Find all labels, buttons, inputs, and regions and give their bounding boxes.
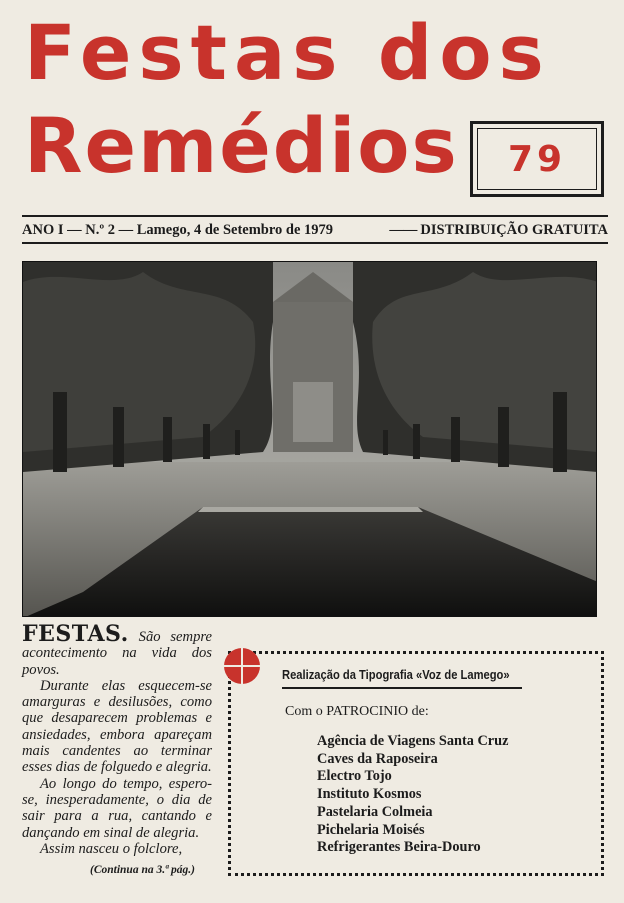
sponsor-item: Pichelaria Moisés [317, 821, 425, 838]
festas-article [22, 621, 212, 857]
title-line-1: Festas dos [24, 8, 551, 97]
masthead-info-bar [22, 220, 608, 240]
article-lead-word: FESTAS. [22, 621, 129, 647]
title-line-2: Remédios [24, 101, 459, 190]
article-para-1-text: São sempre acontecimento na vida dos povos. [22, 629, 212, 678]
article-para-2: Durante elas esquecem-se amarguras e desilusões, como que desaparecem problemas e ansiedades, embora apareçam mais candentes ao terminar esses dias de folguedo e alegria. [22, 677, 212, 776]
place-date: Lamego, 4 de Setembro de 1979 [136, 221, 334, 238]
issue-line: ANO I — N.º 2 — Lamego, 4 de Setembro de 1979 [22, 221, 334, 238]
sponsor-list [317, 733, 508, 857]
sponsor-item: Instituto Kosmos [317, 786, 422, 803]
sponsor-item: Agência de Viagens Santa Cruz [317, 733, 509, 749]
printer-credit-underline [282, 687, 522, 689]
article-para-4: Assim nasceu o folclore, [40, 840, 183, 857]
distribution-label: —— DISTRIBUIÇÃO GRATUITA [389, 222, 608, 239]
article-para-1 [22, 621, 212, 678]
article-para-3: Ao longo do tempo, espero-se, inesperadamente, o dia de sair para a rua, cantando e dançando em sinal de alegria. [22, 775, 212, 841]
garden-avenue-photo [22, 261, 597, 617]
masthead-rule-top [22, 215, 608, 217]
sponsor-item: Refrigerantes Beira-Douro [317, 839, 481, 856]
sponsor-item: Caves da Raposeira [317, 750, 438, 767]
photo-illustration [23, 262, 597, 617]
patronage-label: Com o PATROCINIO de: [285, 704, 429, 719]
masthead-rule-bottom [22, 242, 608, 244]
sponsor-item: Pastelaria Colmeia [317, 803, 433, 820]
sponsor-item: Electro Tojo [317, 768, 392, 785]
continued-note: (Continua na 3.ª pág.) [90, 864, 195, 876]
printer-credit: Realização da Tipografia «Voz de Lamego» [282, 667, 510, 682]
number-label: N.º 2 [85, 221, 116, 238]
red-circle-ornament-icon [224, 648, 260, 684]
issue-number: 79 [477, 128, 597, 190]
issue-number-box [470, 121, 604, 197]
year-label: ANO I [22, 221, 64, 238]
